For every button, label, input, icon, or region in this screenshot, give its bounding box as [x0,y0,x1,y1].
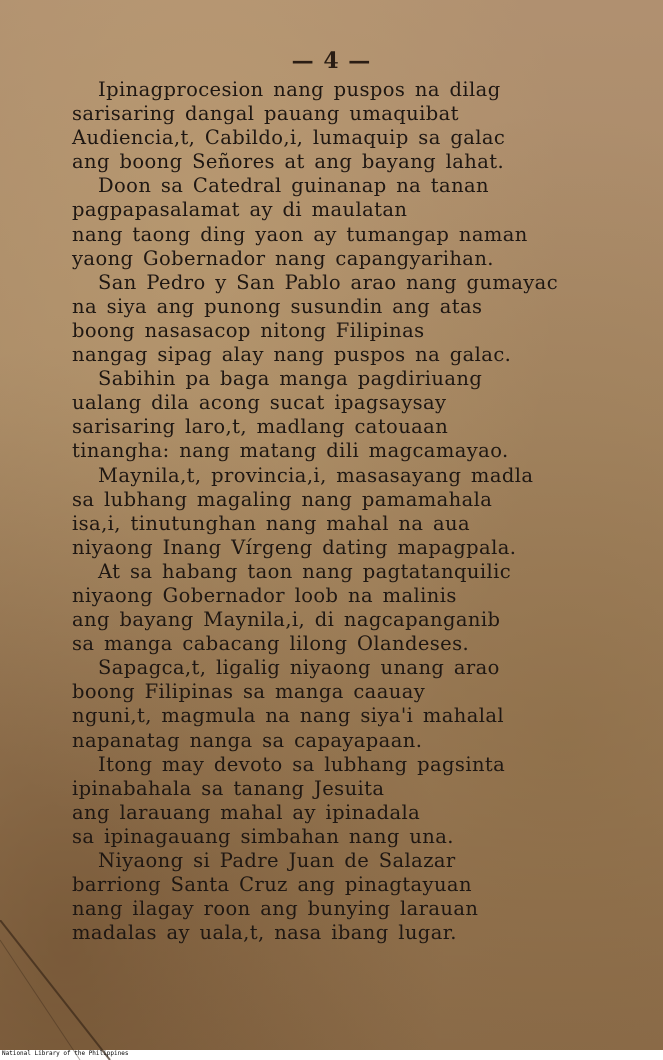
page-number: — 4 — [291,48,372,74]
text-line: ipinabahala sa tanang Jesuita [72,776,385,800]
text-line: boong nasasacop nitong Filipinas [72,318,425,342]
text-line: niyaong Gobernador loob na malinis [72,583,457,607]
text-line: madalas ay uala,t, nasa ibang lugar. [72,921,457,945]
text-line: Doon sa Catedral guinanap na tanan [98,174,490,198]
text-line: sarisaring dangal pauang umaquibat [72,102,459,126]
text-line: boong Filipinas sa manga caauay [72,680,426,704]
text-line: ang boong Señores at ang bayang lahat. [72,150,505,174]
text-line: isa,i, tinutunghan nang mahal na aua [72,511,471,535]
text-line: yaong Gobernador nang capangyarihan. [72,246,494,270]
text-line: San Pedro y San Pablo arao nang gumayac [98,270,559,294]
text-line: ang larauang mahal ay ipinadala [72,800,421,824]
text-line: nang ilagay roon ang bunying larauan [72,897,479,921]
text-line: Ipinagprocesion nang puspos na dilag [98,78,501,101]
text-line: Sabihin pa baga manga pagdiriuang [98,367,483,391]
text-line: nang taong ding yaon ay tumangap naman [72,222,528,246]
text-line: Audiencia,t, Cabildo,i, lumaquip sa galac [72,126,506,150]
text-line: pagpapasalamat ay di maulatan [72,198,408,222]
text-line: na siya ang punong susundin ang atas [72,294,483,318]
text-line: Niyaong si Padre Juan de Salazar [98,849,456,872]
text-line: sa ipinagauang simbahan nang una. [72,824,454,848]
text-line: ualang dila acong sucat ipagsaysay [72,391,447,415]
text-line: sa lubhang magaling nang pamamahala [72,487,493,511]
text-line: ang bayang Maynila,i, di nagcapanganib [72,608,501,632]
poem-text [72,78,612,945]
text-line: niyaong Inang Vírgeng dating mapagpala. [72,535,517,559]
text-line: tinangha: nang matang dili magcamayao. [72,439,509,463]
text-line: nangag sipag alay nang puspos na galac. [72,343,512,367]
text-line: barriong Santa Cruz ang pinagtayuan [72,873,472,897]
text-line: napanatag nanga sa capayapaan. [72,728,423,752]
library-footer: National Library of the Philippines [2,1050,129,1057]
text-line: sa manga cabacang lilong Olandeses. [72,632,470,656]
text-line: nguni,t, magmula na nang siya'i mahalal [72,704,505,728]
text-line: Itong may devoto sa lubhang pagsinta [98,752,506,776]
text-line: Maynila,t, provincia,i, masasayang madla [98,463,534,487]
text-line: Sapagca,t, ligalig niyaong unang arao [98,656,500,680]
text-line: sarisaring laro,t, madlang catouaan [72,415,449,439]
text-line: At sa habang taon nang pagtatanquilic [98,559,512,583]
